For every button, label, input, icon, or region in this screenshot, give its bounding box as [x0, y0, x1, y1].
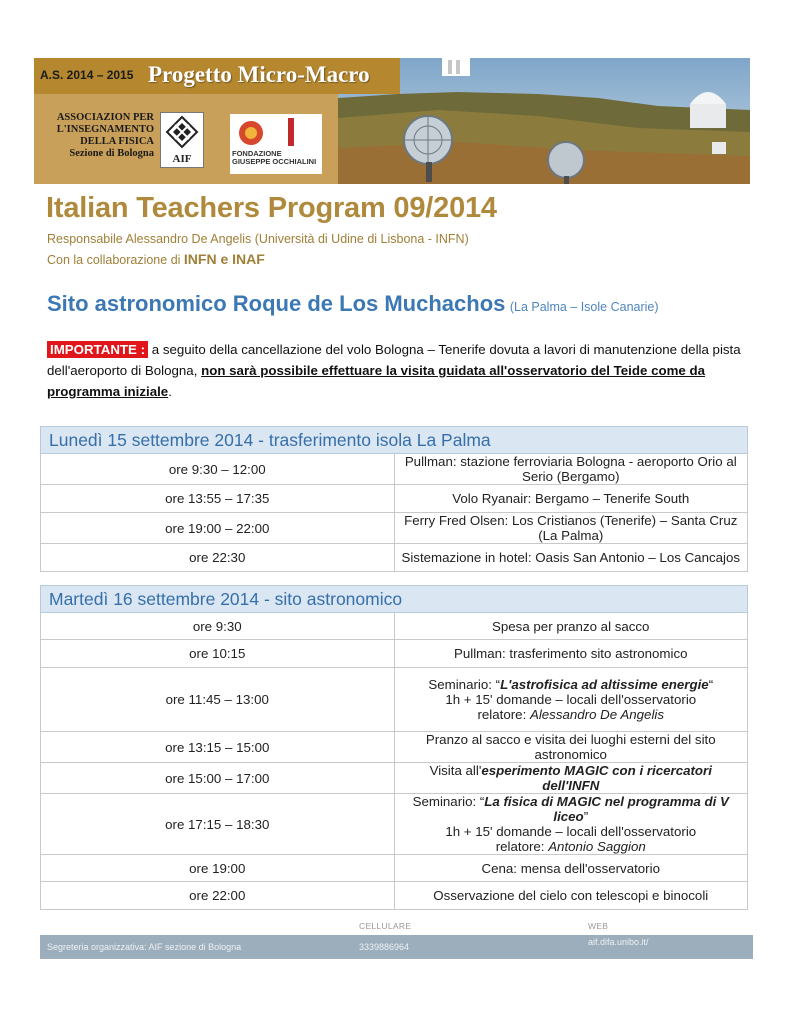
table-row	[41, 454, 748, 485]
time-cell: ore 11:45 – 13:00	[41, 668, 395, 732]
collab-partners: INFN e INAF	[183, 251, 265, 267]
table-row	[41, 855, 748, 882]
time-cell: ore 9:30 – 12:00	[41, 454, 395, 485]
table-row	[41, 794, 748, 855]
time-cell: ore 10:15	[41, 640, 395, 668]
site-subtitle: (La Palma – Isole Canarie)	[509, 300, 659, 314]
notice-end: .	[168, 384, 172, 399]
activity-cell: Osservazione del cielo con telescopi e binocoli	[394, 882, 748, 910]
activity-cell: Cena: mensa dell'osservatorio	[394, 855, 748, 882]
activity-cell	[394, 668, 748, 732]
day-heading-row	[41, 586, 748, 613]
seminar-speaker-line	[401, 839, 742, 854]
seminar-details-line: 1h + 15' domande – locali dell'osservatorio	[445, 692, 697, 707]
day-heading: Lunedì 15 settembre 2014 - trasferimento isola La Palma	[41, 427, 748, 454]
seminar-speaker-line	[401, 707, 742, 722]
aif-logo	[160, 112, 204, 168]
table-row	[41, 544, 748, 572]
activity-cell	[394, 794, 748, 855]
cellulare-label: CELLULARE	[359, 921, 412, 931]
activity-cell: Volo Ryanair: Bergamo – Tenerife South	[394, 485, 748, 513]
activity-cell: Ferry Fred Olsen: Los Cristianos (Tenerife) – Santa Cruz (La Palma)	[394, 513, 748, 544]
important-badge: IMPORTANTE :	[47, 341, 148, 358]
activity-cell: Spesa per pranzo al sacco	[394, 613, 748, 640]
speaker-prefix: relatore:	[495, 839, 549, 854]
seminar-details-line: 1h + 15' domande – locali dell'osservatorio	[445, 824, 697, 839]
responsible-line: Responsabile Alessandro De Angelis (Università di Udine di Lisbona - INFN)	[47, 232, 469, 246]
time-cell: ore 13:15 – 15:00	[41, 732, 395, 763]
table-row	[41, 763, 748, 794]
visit-experiment: esperimento MAGIC con i ricercatori dell'INFN	[481, 763, 712, 793]
activity-cell: Pullman: stazione ferroviaria Bologna - aeroporto Orio al Serio (Bergamo)	[394, 454, 748, 485]
important-notice	[47, 339, 749, 402]
collaboration-line	[47, 251, 265, 267]
fondazione-line: FONDAZIONE	[232, 149, 282, 158]
activity-cell: Pullman: trasferimento sito astronomico	[394, 640, 748, 668]
time-cell: ore 19:00 – 22:00	[41, 513, 395, 544]
project-title: Progetto Micro-Macro	[148, 62, 370, 87]
fondazione-occhialini-logo	[230, 114, 322, 174]
seminar-quote: “	[708, 677, 714, 692]
project-banner	[34, 58, 750, 184]
speaker-name: Antonio Saggion	[548, 839, 646, 854]
activity-cell: Sistemazione in hotel: Oasis San Antonio – Los Cancajos	[394, 544, 748, 572]
speaker-prefix: relatore:	[477, 707, 530, 722]
footer-web-link[interactable]: aif.difa.unibo.it/	[588, 937, 649, 947]
web-label: WEB	[588, 921, 609, 931]
footer-bar	[40, 935, 753, 959]
table-row	[41, 485, 748, 513]
time-cell: ore 15:00 – 17:00	[41, 763, 395, 794]
footer-phone: 3339886964	[359, 942, 410, 952]
activity-cell: Pranzo al sacco e visita dei luoghi esterni del sito astronomico	[394, 732, 748, 763]
time-cell: ore 19:00	[41, 855, 395, 882]
footer-secretariat: Segreteria organizzativa: AIF sezione di Bologna	[47, 942, 242, 952]
site-title: Sito astronomico Roque de Los Muchachos	[47, 291, 506, 316]
seminar-prefix: Seminario: “	[428, 677, 501, 692]
association-line: ASSOCIAZION PER	[56, 112, 154, 123]
aif-logo-text: AIF	[172, 153, 192, 165]
table-row	[41, 513, 748, 544]
seminar-title: La fisica di MAGIC nel programma di V liceo	[484, 794, 729, 824]
activity-cell	[394, 763, 748, 794]
fondazione-line: GIUSEPPE OCCHIALINI	[232, 157, 317, 166]
table-row	[41, 668, 748, 732]
day-heading: Martedì 16 settembre 2014 - sito astronomico	[41, 586, 748, 613]
association-line: L'INSEGNAMENTO	[56, 124, 154, 135]
notice-text: a seguito della cancellazione del volo Bologna – Tenerife dovuta a lavori di manutenzione della pista dell'aeroporto di Bologna,	[47, 342, 741, 378]
school-year-label: A.S. 2014 – 2015	[40, 68, 134, 82]
association-line: Sezione di Bologna	[69, 148, 154, 159]
page-title: Italian Teachers Program 09/2014	[46, 192, 497, 224]
fondazione-red-bar	[288, 118, 294, 146]
table-row	[41, 640, 748, 668]
time-cell: ore 9:30	[41, 613, 395, 640]
seminar-title: L'astrofisica ad altissime energie	[500, 677, 709, 692]
visit-prefix: Visita all'	[429, 763, 482, 778]
schedule-table-day2	[40, 585, 748, 910]
seminar-quote: ”	[583, 809, 589, 824]
table-row	[41, 732, 748, 763]
table-row	[41, 613, 748, 640]
time-cell: ore 13:55 – 17:35	[41, 485, 395, 513]
speaker-name: Alessandro De Angelis	[529, 707, 664, 722]
table-row	[41, 882, 748, 910]
schedule-table-day1	[40, 426, 748, 572]
seminar-prefix: Seminario: “	[412, 794, 485, 809]
notice-emphasis: non sarà possibile effettuare la visita guidata all'osservatorio del Teide come da programma iniziale	[47, 363, 706, 399]
time-cell: ore 22:00	[41, 882, 395, 910]
association-line: DELLA FISICA	[80, 136, 154, 147]
day-heading-row	[41, 427, 748, 454]
time-cell: ore 22:30	[41, 544, 395, 572]
site-heading	[47, 291, 659, 317]
occhialini-emblem-icon	[236, 118, 266, 148]
association-name	[38, 112, 154, 160]
time-cell: ore 17:15 – 18:30	[41, 794, 395, 855]
collab-prefix: Con la collaborazione di	[47, 253, 184, 267]
seminar-title-line	[401, 677, 742, 692]
seminar-title-line	[401, 794, 742, 824]
fondazione-text	[232, 150, 320, 166]
aif-emblem-icon	[161, 115, 203, 151]
